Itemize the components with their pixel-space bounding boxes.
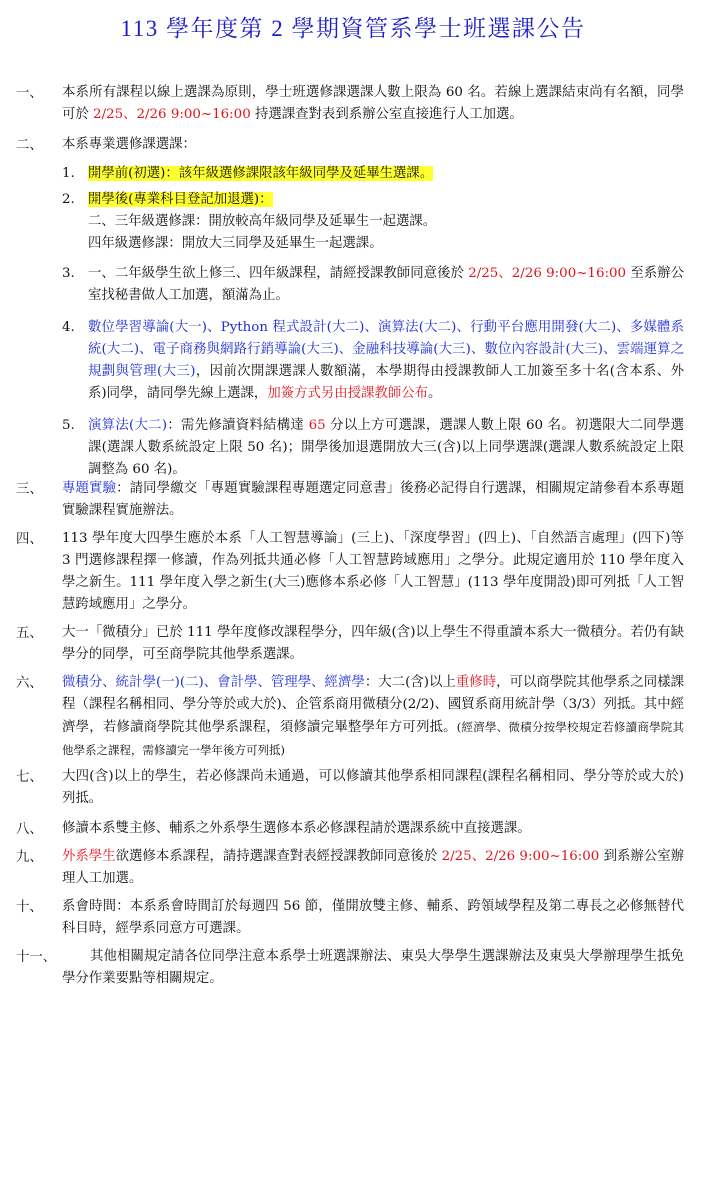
section-1-text: 本系所有課程以線上選課為原則，學士班選修課選課人數上限為 60 名。若線上選課結束尚有名額，同學可於 2/25、2/26 9:00~16:00 持選課查對表到系辦公室直接進行人工加選。: [62, 85, 684, 122]
section-number: 二、: [16, 138, 43, 153]
section-10: 十、 系會時間：本系系會時間訂於每週四 56 節，僅開放雙主修、輔系、跨領域學程及第二專長之必修無替代科目時，經學系同意方可選課。: [0, 896, 706, 940]
section-number: 四、: [16, 532, 43, 547]
section-number: 六、: [16, 676, 43, 691]
section-number: 十、: [16, 900, 43, 915]
page-title: 113 學年度第 2 學期資管系學士班選課公告: [120, 16, 586, 41]
section-8: 八、 修讀本系雙主修、輔系之外系學生選修本系必修課程請於選課系統中直接選課。: [0, 818, 706, 840]
date-range: 2/25、2/26 9:00~16:00: [468, 266, 627, 281]
highlighted-text: 開學前(初選)：該年級選修課限該年級同學及延畢生選課。: [88, 166, 434, 181]
section-number: 三、: [16, 482, 43, 497]
section-number: 七、: [16, 770, 43, 785]
list-item: 5. 演算法(大二)：需先修讀資料結構達 65 分以上方可選課，選課人數上限 60 名。初選限大二同學選課(選課人數系統設定上限 50 名)；開學後加退選開放大三(含)以上同學選課(選課人數系統設定上限調整為 60 名)。: [62, 418, 685, 477]
list-item: 4. 數位學習導論(大一)、Python 程式設計(大二)、演算法(大二)、行動平台應用開發(大二)、多媒體系統(大二)、電子商務與網路行銷導論(大三)、金融科技導論(大三)、數位內容設計(大三)、雲端運算之規劃與管理(大三)，因前次開課選課人數額滿，本學期得由授課教師人工加簽至多十名(含本系、外系)同學，請同學先線上選課，加簽方式另由授課教師公布。: [62, 320, 684, 401]
section-9: 九、 外系學生欲選修本系課程，請持選課查對表經授課教師同意後於 2/25、2/26 9:00~16:00 到系辦公室辦理人工加選。: [0, 846, 706, 890]
section-5: 五、 大一「微積分」已於 111 學年度修改課程學分，四年級(含)以上學生不得重讀本系大一微積分。若仍有缺學分的同學，可至商學院其他學系選課。: [0, 622, 706, 666]
section-2-intro: 本系專業選修課選課：: [62, 137, 196, 152]
section-4: 四、 113 學年度大四學生應於本系「人工智慧導論」(三上)、「深度學習」(四上)、「自然語言處理」(四下)等 3 門選修課程擇一修讀，作為列抵共通必修「人工智慧跨域應用」之學分。此規定適用於 110 學年度入學之新生。111 學年度入學之新生(大三)應修本系必修「人工智慧」(113 學年度開設)即可列抵「人工智慧跨域應用」之學分。: [0, 528, 706, 616]
section-7: 七、 大四(含)以上的學生，若必修課尚未通過，可以修讀其他學系相同課程(課程名稱相同、學分等於或大於)列抵。: [0, 766, 706, 810]
list-item: 3. 一、二年級學生欲上修三、四年級課程，請經授課教師同意後於 2/25、2/26 9:00~16:00 至系辦公室找秘書做人工加選，額滿為止。: [62, 266, 684, 303]
section-1: [0, 82, 706, 126]
footnote: (經濟學、微積分按學校規定若修讀商學院其他學系之課程，需修讀完一學年後方可列抵): [62, 720, 685, 757]
section-number: 五、: [16, 626, 43, 641]
list-item: 1. 開學前(初選)：該年級選修課限該年級同學及延畢生選課。: [62, 166, 434, 181]
date-range: 2/25、2/26 9:00~16:00: [441, 849, 600, 864]
section-11: 十一、 其他相關規定請各位同學注意本系學士班選課辦法、東吳大學學生選課辦法及東吳大學辦理學生抵免學分作業要點等相關規定。: [0, 946, 706, 990]
section-number: 八、: [16, 822, 43, 837]
section-6: 六、 微積分、統計學(一)(二)、會計學、管理學、經濟學：大二(含)以上重修時，可以商學院其他學系之同樣課程（課程名稱相同、學分等於或大於)、企管系商用微積分(2/2)、國貿系商用統計學（3/3）列抵。其中經濟學，若修讀商學院其他學系課程，須修讀完畢整學年方可列抵。(經濟學、微積分按學校規定若修讀商學院其他學系之課程，需修讀完一學年後方可列抵): [0, 672, 706, 762]
section-number: 十一、: [16, 950, 57, 965]
section-2: [0, 134, 706, 156]
list-item: 2. 開學後(專業科目登記加退選)： 二、三年級選修課：開放較高年級同學及延畢生一起選課。 四年級選修課：開放大三同學及延畢生一起選課。: [62, 192, 437, 251]
section-number: 九、: [16, 850, 43, 865]
course-list: 數位學習導論(大一)、Python 程式設計(大二)、演算法(大二)、行動平台應用開發(大二)、多媒體系統(大二)、電子商務與網路行銷導論(大三)、金融科技導論(大三)、數位內容設計(大三)、雲端運算之規劃與管理(大三): [88, 320, 684, 379]
section-3: 三、 專題實驗：請同學繳交「專題實驗課程專題選定同意書」後務必記得自行選課，相關規定請參看本系專題實驗課程實施辦法。: [0, 478, 706, 522]
section-2-list: [0, 163, 706, 481]
section-number: 一、: [16, 86, 43, 101]
date-range: 2/25、2/26 9:00~16:00: [93, 107, 251, 122]
highlighted-text: 開學後(專業科目登記加退選)：: [88, 192, 273, 207]
